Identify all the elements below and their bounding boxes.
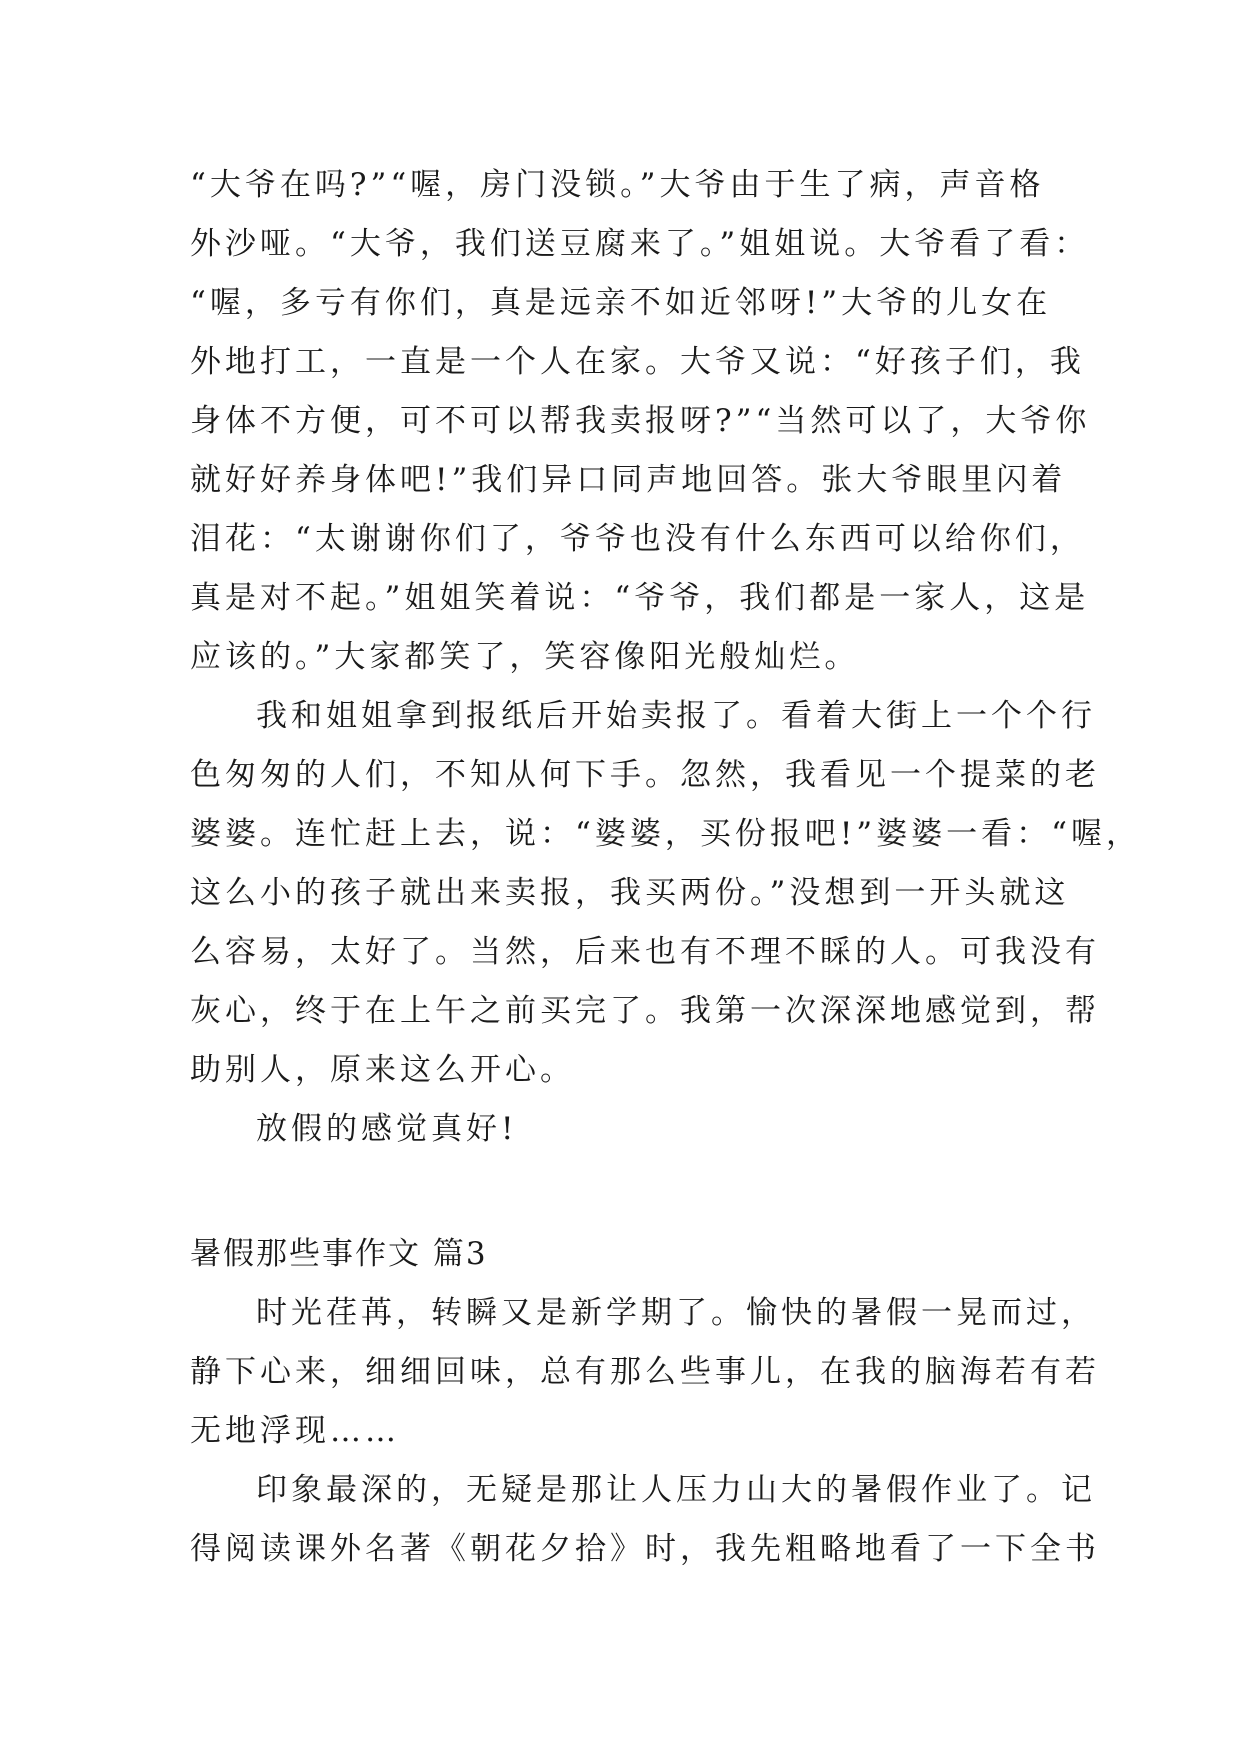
text-line: 我和姐姐拿到报纸后开始卖报了。看着大街上一个个行 [256,698,1096,734]
text-line: 身体不方便，可不可以帮我卖报呀?”“当然可以了，大爷你 [190,403,1091,439]
text-line: “喔，多亏有你们，真是远亲不如近邻呀!”大爷的儿女在 [190,285,1052,321]
text-line: 这么小的孩子就出来卖报，我买两份。”没想到一开头就这 [190,875,1070,911]
paragraph-conclusion: 放假的感觉真好! [256,1111,518,1147]
text-line: 时光荏苒，转瞬又是新学期了。愉快的暑假一晃而过， [256,1295,1096,1331]
section-title: 暑假那些事作文 篇3 [190,1236,488,1272]
text-line: 真是对不起。”姐姐笑着说：“爷爷，我们都是一家人，这是 [190,580,1090,616]
text-line: 得阅读课外名著《朝花夕拾》时，我先粗略地看了一下全书 [190,1531,1100,1567]
text-line: 色匆匆的人们，不知从何下手。忽然，我看见一个提菜的老 [190,757,1100,793]
paragraph-visit-grandpa [190,156,1091,687]
text-line: 无地浮现…… [190,1413,400,1449]
text-line: 应该的。”大家都笑了，笑容像阳光般灿烂。 [190,639,860,675]
text-line: 就好好养身体吧!”我们异口同声地回答。张大爷眼里闪着 [190,462,1067,498]
paragraph-summer-intro [190,1284,1100,1461]
text-line: “大爷在吗?”“喔，房门没锁。”大爷由于生了病，声音格 [190,167,1045,203]
text-line: 印象最深的，无疑是那让人压力山大的暑假作业了。记 [256,1472,1096,1508]
paragraph-selling-newspapers [190,687,1141,1100]
text-line: 么容易，太好了。当然，后来也有不理不睬的人。可我没有 [190,934,1100,970]
text-line: 婆婆。连忙赶上去，说：“婆婆，买份报吧!”婆婆一看：“喔， [190,816,1141,852]
document-page [190,156,1141,1579]
text-line: 助别人，原来这么开心。 [190,1052,575,1088]
section-spacer [190,1159,1050,1225]
text-line: 外沙哑。“大爷，我们送豆腐来了。”姐姐说。大爷看了看： [190,226,1090,262]
text-line: 灰心，终于在上午之前买完了。我第一次深深地感觉到，帮 [190,993,1100,1029]
text-line: 外地打工，一直是一个人在家。大爷又说：“好孩子们，我 [190,344,1085,380]
text-line: 静下心来，细细回味，总有那么些事儿，在我的脑海若有若 [190,1354,1100,1390]
paragraph-homework [190,1461,1100,1579]
text-line: 泪花：“太谢谢你们了，爷爷也没有什么东西可以给你们， [190,521,1085,557]
